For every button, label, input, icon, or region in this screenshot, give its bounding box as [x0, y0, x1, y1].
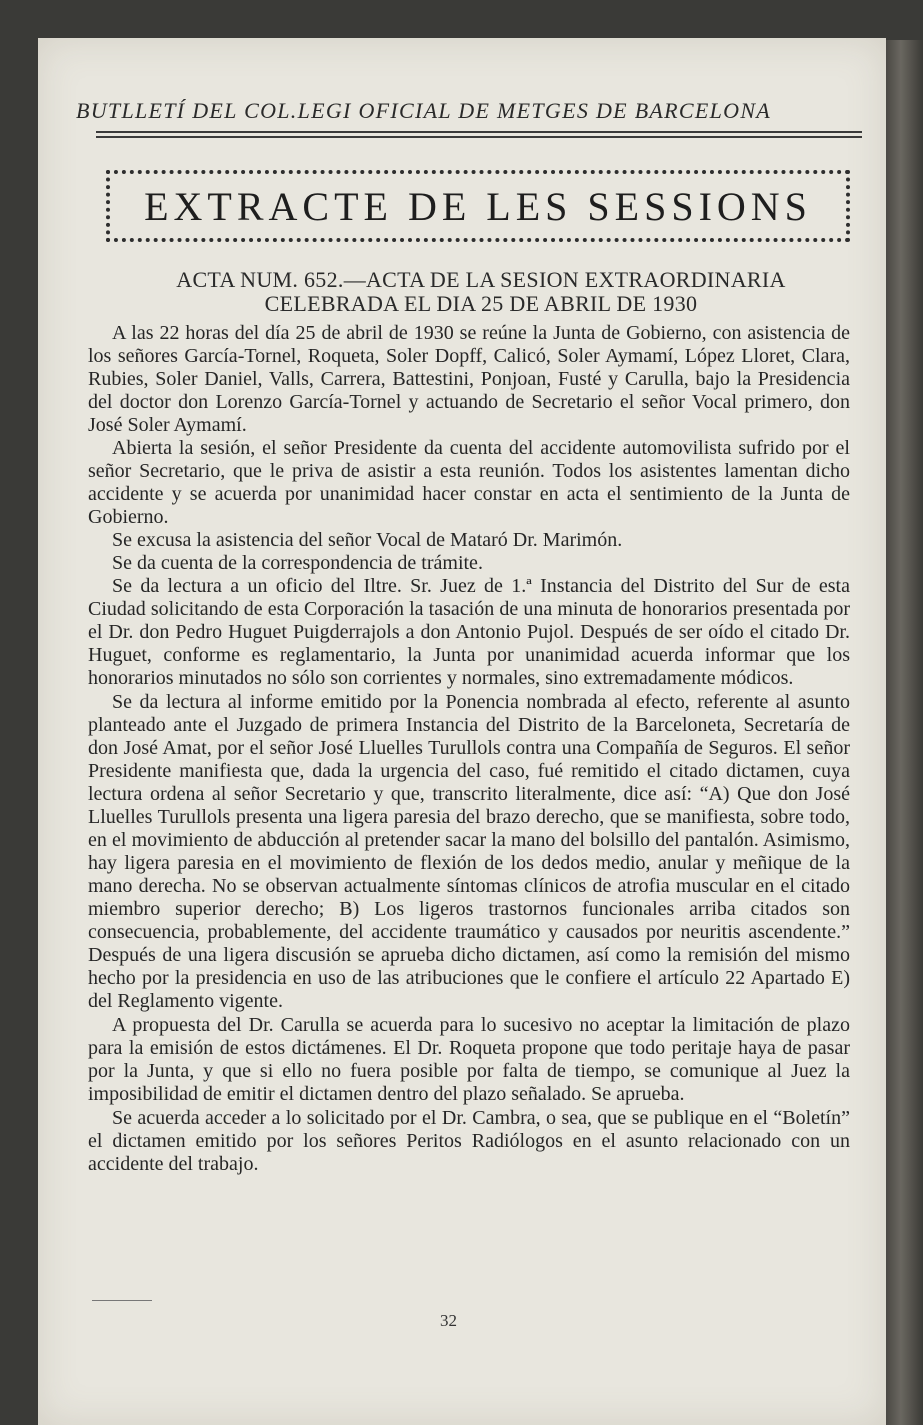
book-edge — [886, 40, 923, 1425]
paragraph: Se da cuenta de la correspondencia de trámite. — [112, 552, 483, 574]
paragraph: Se da lectura a un oficio del Iltre. Sr. Juez de 1.ª Instancia del Distrito del Sur de esta Ciudad solicitando de esta Corporación la tasación de una minuta de honorarios presentada por el Dr. don Pedro Huguet Puigderrajols a don Antonio Pujol. Después de ser oído el citado Dr. Huguet, conforme es reglamentario, la Junta por unanimidad acuerda informar que los honorarios minutados no sólo son corrientes y normales, sino extremadamente módicos. — [88, 575, 850, 689]
header-rule-top — [96, 131, 862, 133]
section-title: EXTRACTE DE LES SESSIONS — [144, 183, 812, 229]
acta-heading — [100, 268, 862, 316]
footer-rule — [92, 1300, 152, 1301]
paragraph: Se acuerda acceder a lo solicitado por el Dr. Cambra, o sea, que se publique en el “Boletín” el dictamen emitido por los señores Peritos Radiólogos en el asunto relacionado con un accidente del trabajo. — [88, 1107, 850, 1175]
page-number: 32 — [440, 1311, 457, 1330]
section-title-box — [106, 170, 850, 242]
paragraph: Abierta la sesión, el señor Presidente da cuenta del accidente automovilista sufrido por el señor Secretario, que le priva de asistir a esta reunión. Todos los asistentes lamentan dicho accidente y se acuerda por unanimidad hacer constar en acta el sentimiento de la Junta de Gobierno. — [88, 437, 850, 528]
minutes-body — [88, 322, 850, 1176]
header-rule-bottom — [96, 136, 862, 138]
paragraph: Se excusa la asistencia del señor Vocal de Mataró Dr. Marimón. — [112, 529, 623, 551]
paragraph: A propuesta del Dr. Carulla se acuerda para lo sucesivo no aceptar la limitación de plazo para la emisión de estos dictámenes. El Dr. Roqueta propone que todo peritaje haya de pasar por la Junta, y que si ello no fuera posible por falta de tiempo, se comunique al Juez la imposibilidad de emitir el dictamen dentro del plazo señalado. Se aprueba. — [88, 1014, 850, 1105]
acta-heading-line1: ACTA NUM. 652.—ACTA DE LA SESION EXTRAORDINARIA — [176, 267, 786, 292]
acta-heading-line2: CELEBRADA EL DIA 25 DE ABRIL DE 1930 — [264, 291, 698, 316]
paragraph: A las 22 horas del día 25 de abril de 1930 se reúne la Junta de Gobierno, con asistencia de los señores García-Tornel, Roqueta, Soler Dopff, Calicó, Soler Aymamí, López Lloret, Clara, Rubies, Soler Daniel, Valls, Carrera, Battestini, Ponjoan, Fusté y Carulla, bajo la Presidencia del doctor don Lorenzo García-Tornel y actuando de Secretario el señor Vocal primero, don José Soler Aymamí. — [88, 322, 850, 436]
journal-header: BUTLLETÍ DEL COL.LEGI OFICIAL DE METGES DE BARCELONA — [76, 98, 772, 123]
paragraph: Se da lectura al informe emitido por la Ponencia nombrada al efecto, referente al asunto planteado ante el Juzgado de primera Instancia del Distrito de la Barceloneta, Secretaría de don José Amat, por el señor José Lluelles Turullols contra una Compañía de Seguros. El señor Presidente manifiesta que, dada la urgencia del caso, fué remitido el citado dictamen, cuya lectura ordena al señor Secretario y que, transcrito literalmente, dice así: “A) Que don José Lluelles Turullols presenta una ligera paresia del brazo derecho, que se manifiesta, sobre todo, en el movimiento de abducción al pretender sacar la mano del bolsillo del pantalón. Asimismo, hay ligera paresia en el movimiento de flexión de los dedos medio, anular y meñique de la mano derecha. No se observan actualmente síntomas clínicos de atrofia muscular en el citado miembro superior derecho; B) Los ligeros trastornos funcionales arriba citados son consecuencia, probablemente, del accidente traumático y causados por neuritis ascendente.” Después de una ligera discusión se aprueba dicho dictamen, así como la remisión del mismo hecho por la presidencia en uso de las atribuciones que le confiere el artículo 22 Apartado E) del Reglamento vigente. — [88, 691, 850, 1012]
